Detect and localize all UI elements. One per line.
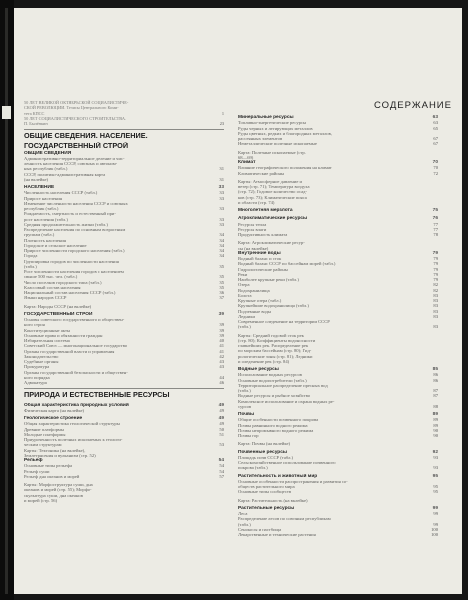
entry-text: Адвокатура bbox=[24, 380, 47, 386]
entry-text: Избирательная система bbox=[24, 338, 70, 344]
entry-text: Наиболее крупные реки (табл.) bbox=[238, 277, 299, 282]
entry-text: тета КПСС bbox=[24, 110, 45, 116]
page-number: 41 bbox=[219, 348, 224, 354]
page-number: 70 bbox=[432, 160, 438, 165]
contents-entry bbox=[238, 433, 438, 438]
entry-text: 50 ЛЕТ СОЦИАЛИСТИЧЕСКОГО СТРОИТЕЛЬСТВА. bbox=[24, 115, 127, 121]
page-number: 89 bbox=[433, 422, 438, 428]
page-number: 37 bbox=[219, 295, 224, 301]
contents-entry bbox=[238, 489, 438, 494]
page-number: 39 bbox=[219, 332, 224, 338]
page-number: 79 bbox=[432, 250, 438, 256]
entry-text: Почвы гор bbox=[238, 433, 259, 438]
contents-entry bbox=[238, 200, 438, 205]
page-number: 100 bbox=[431, 526, 438, 532]
entry-text: (табл.) bbox=[238, 388, 251, 393]
page-number: 83 bbox=[433, 313, 438, 319]
page-number: 33 bbox=[218, 185, 224, 191]
contents-entry bbox=[24, 121, 224, 126]
entry-text: Средняя продолжительность жизни (табл.) bbox=[24, 221, 108, 227]
page-number: 33 bbox=[219, 221, 224, 227]
page-number: 54 bbox=[219, 468, 224, 474]
page-number: 33 bbox=[219, 216, 224, 222]
entry-text: Законодательство bbox=[24, 353, 59, 359]
entry-text: Территориальное распределение пресных вод bbox=[238, 382, 328, 388]
page-number: 95 bbox=[433, 484, 438, 489]
page-number: 49 bbox=[219, 407, 224, 413]
contents-entry bbox=[238, 359, 438, 364]
entry-text: Гидрологические районы bbox=[238, 266, 288, 272]
contents-entry bbox=[238, 171, 438, 176]
entry-text: ных республик (табл.) bbox=[24, 166, 68, 172]
page-number: 31 bbox=[219, 166, 224, 172]
contents-entry bbox=[24, 295, 224, 300]
page-number: 83 bbox=[433, 298, 438, 303]
entry-text: Карта: Агроклиматические ресур- bbox=[238, 240, 305, 246]
page-number: 75 bbox=[432, 208, 438, 213]
page-number: 44 bbox=[219, 374, 224, 380]
page-number: 50 bbox=[219, 426, 224, 432]
entry-text: (на вклейке) bbox=[24, 176, 49, 182]
entry-text: ОБЩИЕ СВЕДЕНИЯ bbox=[24, 150, 72, 156]
entry-text: ленность населения СССР, союзных и автоном- bbox=[24, 161, 118, 167]
entry-text: Молодые платформы bbox=[24, 431, 66, 437]
entry-text: Водный баланс СССР по бассейнам морей (табл.) bbox=[238, 261, 336, 267]
entry-text: ков (стр. 73); Климатические пояса bbox=[238, 194, 307, 200]
page-number: 89 bbox=[433, 417, 438, 423]
contents-right-column bbox=[238, 115, 438, 537]
entry-text: Топливно-энергетические ресурсы bbox=[238, 120, 307, 126]
entry-text: Рельеф суши bbox=[24, 468, 50, 474]
entry-text: группам (табл.) bbox=[24, 232, 55, 238]
entry-text: Землетрясения и вулканизм (стр. 52) bbox=[24, 452, 96, 458]
entry-text: Почвы bbox=[238, 412, 255, 417]
entry-text: Карты: Средний годовой сток рек bbox=[238, 332, 304, 338]
entry-text: Карта: Полезные ископаемые (стр. bbox=[238, 149, 306, 155]
entry-text: Климатические районы bbox=[238, 170, 285, 176]
contents-entry bbox=[238, 232, 438, 237]
entry-text: Растительность и животный мир bbox=[238, 473, 318, 479]
entry-text: Классовый состав населения bbox=[24, 284, 81, 290]
page-number: 57 bbox=[219, 473, 224, 479]
entry-text: СКОЙ РЕВОЛЮЦИИ. Тезисы Центрального Коми- bbox=[24, 105, 119, 111]
entry-text: 68—69) bbox=[238, 154, 254, 160]
page-number: 39 bbox=[219, 322, 224, 328]
page-number: 89 bbox=[432, 412, 438, 417]
entry-text: Водные ресурсы и рыбное хозяйство bbox=[238, 393, 311, 399]
page-number: 70 bbox=[433, 165, 438, 171]
page-number: 92 bbox=[432, 449, 438, 455]
entry-text: Ледники bbox=[238, 313, 256, 319]
page-number: 33 bbox=[219, 195, 224, 201]
entry-text: и оледенение рек (стр. 84) bbox=[238, 358, 290, 364]
entry-text: Агроклиматические ресурсы bbox=[238, 216, 308, 222]
entry-text: Рост численности населения городов с населением bbox=[24, 269, 124, 275]
contents-entry bbox=[238, 404, 438, 409]
entry-text: Карта: Растительность (на вклейке) bbox=[238, 497, 308, 503]
entry-text: ГОСУДАРСТВЕННЫЙ СТРОЙ bbox=[24, 142, 129, 151]
entry-text: Основные особенности распространения и развития со- bbox=[238, 478, 348, 484]
entry-text: Рождаемость, смертность и естественный при- bbox=[24, 211, 116, 217]
entry-text: Влияние географического положения на климат bbox=[238, 165, 332, 171]
page-number: 79 bbox=[433, 277, 438, 282]
entry-text: Языки народов СССР bbox=[24, 295, 67, 301]
entry-text: (табл.) bbox=[24, 263, 37, 269]
page-number: 51 bbox=[219, 431, 224, 437]
entry-text: Приуроченность полезных ископаемых к геологи- bbox=[24, 437, 123, 443]
entry-text: Численность населения СССР (табл.) bbox=[24, 190, 98, 196]
entry-text: рост населения (табл.) bbox=[24, 216, 68, 222]
entry-text: Конституционные акты bbox=[24, 327, 71, 333]
entry-text: Органы государственной безопасности и обществен- bbox=[24, 369, 128, 375]
page-number: 40 bbox=[219, 338, 224, 344]
entry-text: Почвы равнинного водного режима bbox=[238, 422, 308, 428]
entry-text: Городское и сельское население bbox=[24, 242, 87, 248]
entry-text: Основные типы рельефа bbox=[24, 463, 73, 469]
contents-entry bbox=[238, 141, 438, 146]
entry-text: Сельскохозяйственное использование почвенного bbox=[238, 460, 336, 465]
section-heading bbox=[24, 132, 224, 140]
contents-entry bbox=[24, 474, 224, 479]
page-number: 35 bbox=[219, 279, 224, 285]
entry-text: Реки bbox=[238, 271, 248, 277]
entry-text: Озера bbox=[238, 282, 250, 288]
page-number: 99 bbox=[433, 521, 438, 527]
contents-entry bbox=[24, 177, 224, 182]
entry-text: по морским бассейнам (стр. 80); Гид- bbox=[238, 348, 312, 354]
page-number: 90 bbox=[433, 433, 438, 438]
page-number: 78 bbox=[433, 232, 438, 237]
entry-text: Общая характеристика природных условий bbox=[24, 402, 129, 408]
contents-entry bbox=[238, 324, 438, 329]
page-number: 34 bbox=[219, 237, 224, 243]
entry-text: Климат bbox=[238, 160, 256, 165]
entry-text: Распределение населения по основным возрастным bbox=[24, 227, 126, 233]
page-number: 77 bbox=[433, 221, 438, 227]
entry-text: Общая характеристика геологической структуры bbox=[24, 421, 120, 427]
bookmark-tab bbox=[2, 106, 11, 119]
entry-text: рассеянных элементов bbox=[238, 136, 283, 141]
entry-text: СССР, политико-административная карта bbox=[24, 171, 106, 177]
page-number: 83 bbox=[433, 324, 438, 330]
page-number: 31 bbox=[219, 176, 224, 182]
section-divider bbox=[24, 129, 224, 130]
page-number: 43 bbox=[219, 364, 224, 370]
contents-entry bbox=[238, 532, 438, 537]
entry-text: Основы советского государственного и обществен- bbox=[24, 317, 125, 323]
entry-text: Водохранилища bbox=[238, 287, 270, 293]
entry-text: Почвенные ресурсы bbox=[238, 449, 287, 455]
page-number: 87 bbox=[433, 393, 438, 399]
page-number: 83 bbox=[433, 292, 438, 298]
entry-text: Карты: Морфоструктура суши, дна bbox=[24, 482, 93, 488]
page-number: 82 bbox=[433, 282, 438, 288]
entry-text: Карта: Народы СССР (на вклейке) bbox=[24, 303, 92, 309]
entry-text: Плотность населения bbox=[24, 237, 67, 243]
entry-text: Руды черных и легирующих металлов bbox=[238, 125, 313, 131]
entry-text: Продуктивность климата bbox=[238, 232, 288, 237]
entry-text: Комплексное использование и охрана водных ре- bbox=[238, 398, 335, 404]
section-heading bbox=[24, 142, 224, 150]
entry-text: Руды цветных, редких и благородных металлов, bbox=[238, 130, 332, 136]
page-edge bbox=[5, 8, 8, 594]
contents-title: СОДЕРЖАНИЕ bbox=[374, 100, 452, 111]
entry-text: республик (табл.) bbox=[24, 206, 59, 212]
entry-text: Многолетняя мерзлота bbox=[238, 208, 293, 213]
entry-text: (табл.) bbox=[238, 521, 251, 527]
page-number: 83 bbox=[433, 308, 438, 314]
page-number: 53 bbox=[219, 442, 224, 448]
page-number: 35 bbox=[219, 274, 224, 280]
page-number: 36 bbox=[219, 290, 224, 296]
page-number: 34 bbox=[219, 253, 224, 259]
page-number: 39 bbox=[218, 311, 224, 317]
page-number: 23 bbox=[219, 121, 224, 126]
page-number: 76 bbox=[432, 216, 438, 222]
entry-text: обществ растительного мира bbox=[238, 484, 295, 489]
entry-text: океанов и морей (стр. 55); Морфо- bbox=[24, 487, 92, 493]
entry-text: Водные ресурсы bbox=[238, 367, 279, 372]
entry-text: Леса bbox=[238, 511, 248, 516]
entry-text: Общие особенности почвенного покрова bbox=[238, 417, 319, 423]
page-number: 49 bbox=[219, 421, 224, 427]
page-number: 63 bbox=[433, 120, 438, 126]
entry-text: П. Былёнкин bbox=[24, 121, 48, 126]
entry-text: Ресурсы влаги bbox=[238, 226, 267, 232]
contents-entry bbox=[238, 498, 438, 503]
entry-text: ного порядка bbox=[24, 374, 50, 380]
entry-text: Подземные воды bbox=[238, 308, 272, 314]
page-number: 79 bbox=[433, 271, 438, 277]
page-number: 79 bbox=[433, 256, 438, 261]
entry-text: Растительные ресурсы bbox=[238, 505, 295, 511]
entry-text: сы (на вклейке) bbox=[238, 245, 269, 251]
page-number: 54 bbox=[219, 463, 224, 469]
contents-entry bbox=[24, 498, 224, 503]
page-number: 86 bbox=[433, 372, 438, 378]
entry-text: Карты: Атмосферное давление и bbox=[238, 178, 302, 184]
entry-text: Минеральные ресурсы bbox=[238, 115, 294, 120]
page-number: 41 bbox=[219, 343, 224, 349]
entry-text: Прирост населения bbox=[24, 195, 62, 201]
page-number: 77 bbox=[433, 226, 438, 232]
page-number: 34 bbox=[219, 248, 224, 254]
entry-text: Основные типы сообществ bbox=[238, 489, 292, 495]
entry-text: Сенокосы и пастбища bbox=[238, 526, 282, 532]
entry-text: рологические зоны (стр. 81); Ледники bbox=[238, 353, 313, 359]
contents-entry bbox=[238, 465, 438, 470]
page-number: 1 bbox=[221, 110, 224, 116]
entry-text: покрова (табл.) bbox=[238, 465, 268, 471]
entry-text: ческим структурам bbox=[24, 442, 62, 448]
page-number: 43 bbox=[219, 359, 224, 365]
entry-text: Советский Союз — многонациональное государство bbox=[24, 343, 128, 349]
entry-text: ветер (стр. 71); Температура воздуха bbox=[238, 184, 310, 189]
entry-text: Использование водных ресурсов bbox=[238, 372, 302, 378]
page-number: 67 bbox=[433, 141, 438, 147]
entry-text: Ресурсы тепла bbox=[238, 221, 267, 227]
page-number: 95 bbox=[432, 473, 438, 479]
entry-text: Карта: Почвы (на вклейке) bbox=[238, 441, 291, 447]
page-number: 90 bbox=[433, 427, 438, 433]
entry-text: ПРИРОДА И ЕСТЕСТВЕННЫЕ РЕСУРСЫ bbox=[24, 391, 170, 400]
page-number: 49 bbox=[218, 416, 224, 422]
entry-text: Распределение лесов по союзным республикам bbox=[238, 516, 331, 522]
page-number: 35 bbox=[219, 263, 224, 269]
page-number: 82 bbox=[433, 287, 438, 293]
page-number: 67 bbox=[433, 136, 438, 141]
page-number: 100 bbox=[431, 532, 438, 537]
section-divider bbox=[24, 388, 224, 389]
entry-text: Прирост численности городского населения (табл.) bbox=[24, 248, 125, 254]
page-number: 49 bbox=[218, 402, 224, 408]
page-number: 34 bbox=[219, 242, 224, 248]
entry-text: Площадь почв СССР (табл.) bbox=[238, 454, 294, 460]
entry-text: главнейших рек. Распределение рек bbox=[238, 343, 309, 348]
entry-text: Водный баланс и сток bbox=[238, 256, 282, 261]
page-number: 99 bbox=[432, 505, 438, 511]
subsection-heading bbox=[238, 208, 438, 213]
entry-text: Изменение численности населения СССР и союзных bbox=[24, 200, 128, 206]
entry-text: Города bbox=[24, 253, 38, 259]
page-number: 35 bbox=[219, 284, 224, 290]
page-number: 39 bbox=[219, 327, 224, 333]
page-number: 93 bbox=[433, 465, 438, 471]
entry-text: (стр. 72); Годовое количество осад- bbox=[238, 189, 307, 195]
entry-text: (стр. 80); Коэффициенты водоносности bbox=[238, 337, 316, 343]
page-number: 99 bbox=[433, 511, 438, 516]
page-number: 54 bbox=[218, 458, 224, 464]
entry-text: НАСЕЛЕНИЕ bbox=[24, 185, 55, 191]
page-number: 72 bbox=[433, 170, 438, 176]
page-number: 33 bbox=[219, 206, 224, 212]
entry-text: Группировка городов по численности населения bbox=[24, 258, 119, 264]
contents-left-column bbox=[24, 100, 224, 503]
section-heading bbox=[24, 391, 224, 399]
entry-text: свыше 500 тыс. чел. (табл.) bbox=[24, 274, 78, 280]
entry-text: и области (стр. 74) bbox=[238, 199, 275, 205]
page-number: 42 bbox=[219, 353, 224, 359]
entry-text: Число поселков городского типа (табл.) bbox=[24, 279, 102, 285]
entry-text: и морей (стр. 56) bbox=[24, 497, 58, 503]
entry-text: ОБЩИЕ СВЕДЕНИЯ. НАСЕЛЕНИЕ. bbox=[24, 132, 148, 141]
contents-entry bbox=[238, 441, 438, 446]
page-number: 83 bbox=[433, 303, 438, 309]
entry-text: сурсов bbox=[238, 403, 252, 409]
entry-text: Национальный состав населения СССР (табл.) bbox=[24, 290, 116, 296]
entry-text: ного строя bbox=[24, 322, 45, 328]
entry-text: Крупные озера (табл.) bbox=[238, 298, 282, 303]
page-number: 95 bbox=[433, 489, 438, 495]
page-number: 63 bbox=[432, 115, 438, 120]
page-number: 65 bbox=[433, 125, 438, 131]
entry-text: Болота bbox=[238, 292, 252, 298]
entry-text: скульптура суши, дна океанов bbox=[24, 492, 83, 498]
page-number: 79 bbox=[433, 266, 438, 272]
entry-text: Основные права и обязанности граждан bbox=[24, 332, 103, 338]
entry-text: Современное оледенение на территории СССР bbox=[238, 319, 330, 324]
page-number: 86 bbox=[433, 377, 438, 383]
entry-text: Органы государственной власти и управления bbox=[24, 348, 115, 354]
contents-entry bbox=[24, 380, 224, 385]
entry-text: Крупнейшие водохранилища (табл.) bbox=[238, 303, 309, 309]
entry-text: (табл.) bbox=[238, 324, 251, 330]
page-number: 46 bbox=[219, 380, 224, 386]
entry-text: ГОСУДАРСТВЕННЫЙ СТРОЙ bbox=[24, 311, 93, 317]
entry-text: Административно-территориальное деление и чис- bbox=[24, 155, 125, 161]
entry-text: Карты: Тектоника (на вклейке), bbox=[24, 447, 86, 453]
contents-entry bbox=[24, 304, 224, 309]
entry-text: Судебные органы bbox=[24, 359, 59, 365]
page-number: 79 bbox=[433, 261, 438, 267]
entry-text: Почвы непромывного водного режима bbox=[238, 427, 314, 433]
entry-text: Геологическое строение bbox=[24, 416, 83, 422]
page-number: 93 bbox=[433, 454, 438, 460]
entry-text: Внутренние воды bbox=[238, 250, 281, 256]
entry-text: Прокуратура bbox=[24, 364, 50, 370]
entry-text: Основные водопотребители (табл.) bbox=[238, 377, 307, 383]
page-number: 33 bbox=[219, 190, 224, 196]
entry-text: Рельеф bbox=[24, 458, 43, 464]
page-number: 87 bbox=[433, 388, 438, 393]
entry-text: Рельеф дна океанов и морей bbox=[24, 473, 80, 479]
page-number: 34 bbox=[219, 232, 224, 238]
entry-text: Физическая карта (на вклейке) bbox=[24, 407, 85, 413]
contents-entry bbox=[24, 408, 224, 413]
page-number: 88 bbox=[433, 403, 438, 409]
entry-text: Неметаллические полезные ископаемые bbox=[238, 141, 317, 147]
entry-text: Лекарственные и технические растения bbox=[238, 532, 316, 537]
page-number: 85 bbox=[432, 367, 438, 372]
entry-text: Древние платформы bbox=[24, 426, 64, 432]
entry-text: 50 ЛЕТ ВЕЛИКОЙ ОКТЯБРЬСКОЙ СОЦИАЛИСТИЧЕ- bbox=[24, 100, 129, 105]
